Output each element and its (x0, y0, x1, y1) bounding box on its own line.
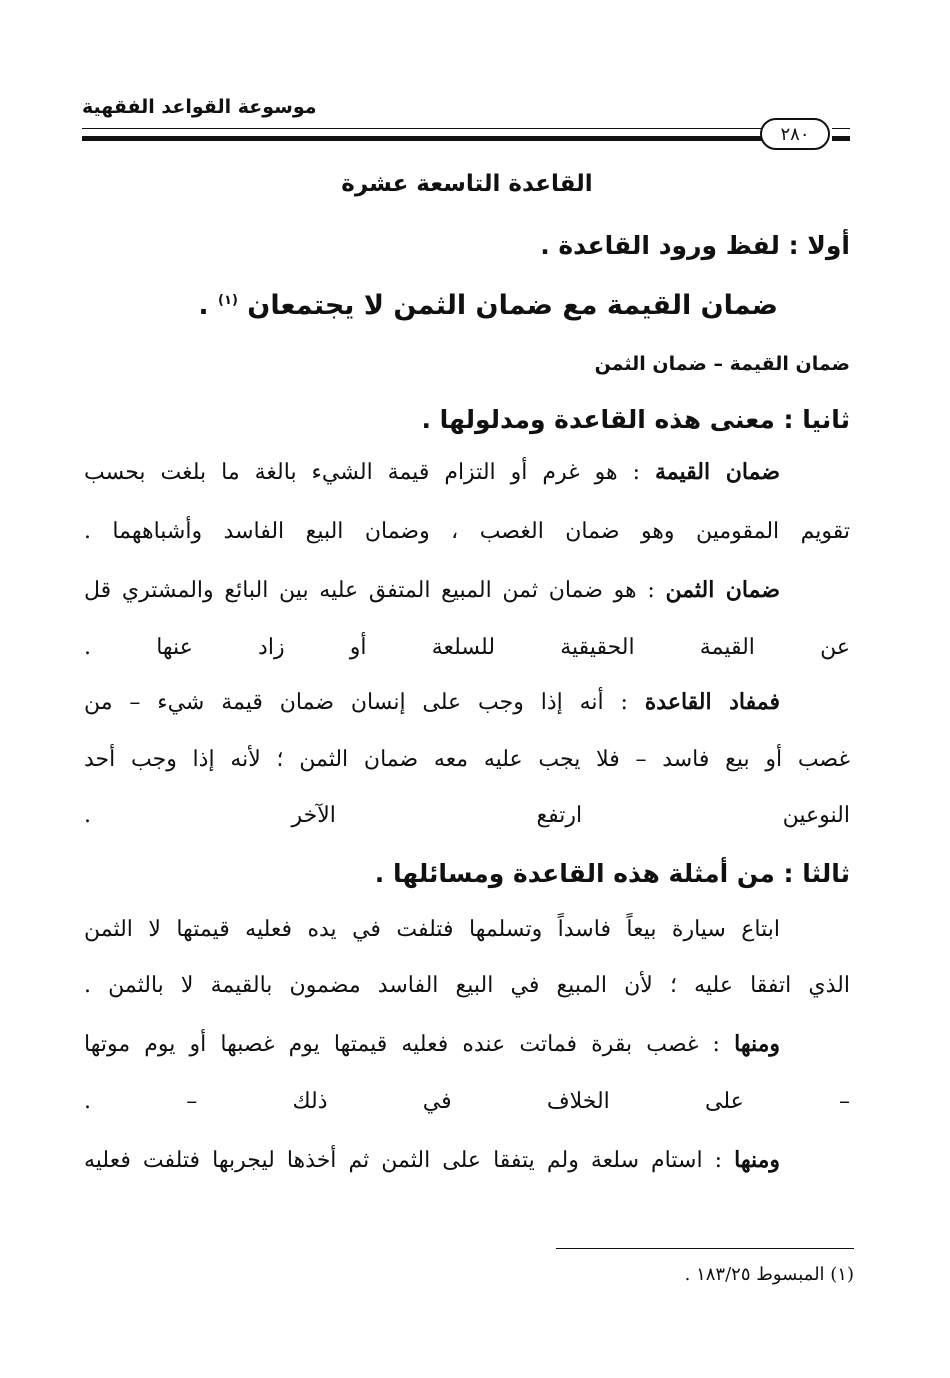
heading-examples: ثالثا : من أمثلة هذه القاعدة ومسائلها . (374, 859, 850, 888)
heading-meaning: ثانيا : معنى هذه القاعدة ومدلولها . (421, 405, 850, 434)
paragraph-1-line-1 (84, 458, 780, 488)
paragraph-1-text: : هو غرم أو التزام قيمة الشيء بالغة ما بلغت بحسب (84, 460, 655, 485)
paragraph-3-line-2: غصب أو بيع فاسد – فلا يجب عليه معه ضمان الثمن ؛ لأنه إذا وجب أحد (84, 747, 850, 772)
header-rule-thin (82, 128, 762, 129)
footnote-ref: (١) (218, 293, 238, 308)
header-rule-thick (82, 136, 762, 141)
term-rule-meaning: فمفاد القاعدة (644, 689, 781, 715)
example-3-line-1 (84, 1146, 780, 1176)
example-2-line-2: – على الخلاف في ذلك – . (84, 1089, 850, 1114)
paragraph-2-text: : هو ضمان ثمن المبيع المتفق عليه بين البائع والمشتري قل (84, 578, 666, 603)
example-1-line-2: الذي اتفقا عليه ؛ لأن المبيع في البيع الفاسد مضمون بالقيمة لا بالثمن . (84, 973, 850, 998)
footnote-rule (556, 1248, 854, 1249)
paragraph-2-line-1 (84, 576, 780, 606)
example-3-text: : استام سلعة ولم يتفقا على الثمن ثم أخذها ليجربها فتلفت فعليه (84, 1148, 735, 1173)
header-rule-right-thick (832, 136, 850, 141)
rule-title: القاعدة التاسعة عشرة (341, 171, 593, 197)
example-1-line-1: ابتاع سيارة بيعاً فاسداً وتسلمها فتلفت في يده فعليه قيمتها لا الثمن (84, 917, 780, 942)
heading-wording: أولا : لفظ ورود القاعدة . (540, 231, 850, 260)
example-2-text: : غصب بقرة فماتت عنده فعليه قيمتها يوم غصبها أو يوم موتها (84, 1032, 735, 1057)
term-value-guarantee: ضمان القيمة (654, 459, 780, 485)
term-example-3: ومنها (734, 1147, 780, 1173)
paragraph-3-line-1 (84, 688, 780, 718)
running-title: موسوعة القواعد الفقهية (82, 96, 317, 118)
rule-statement-text: ضمان القيمة مع ضمان الثمن لا يجتمعان (247, 290, 778, 321)
paragraph-2-line-2: عن القيمة الحقيقية للسلعة أو زاد عنها . (84, 635, 850, 660)
paragraph-1-line-2: تقويم المقومين وهو ضمان الغصب ، وضمان البيع الفاسد وأشباههما . (84, 519, 850, 544)
term-example-2: ومنها (734, 1031, 780, 1057)
rule-statement-end: . (198, 290, 219, 321)
paragraph-3-text: : أنه إذا وجب على إنسان ضمان قيمة شيء – من (84, 690, 645, 715)
example-2-line-1 (84, 1030, 780, 1060)
rule-statement (198, 288, 778, 323)
footnote: (١) المبسوط ١٨٣/٢٥ . (684, 1264, 854, 1285)
keywords: ضمان القيمة – ضمان الثمن (594, 353, 850, 375)
paragraph-3-line-3: النوعين ارتفع الآخر . (84, 803, 850, 828)
header-rule-right-thin (832, 128, 850, 129)
term-price-guarantee: ضمان الثمن (665, 577, 781, 603)
page-number: ٢٨٠ (760, 118, 830, 150)
